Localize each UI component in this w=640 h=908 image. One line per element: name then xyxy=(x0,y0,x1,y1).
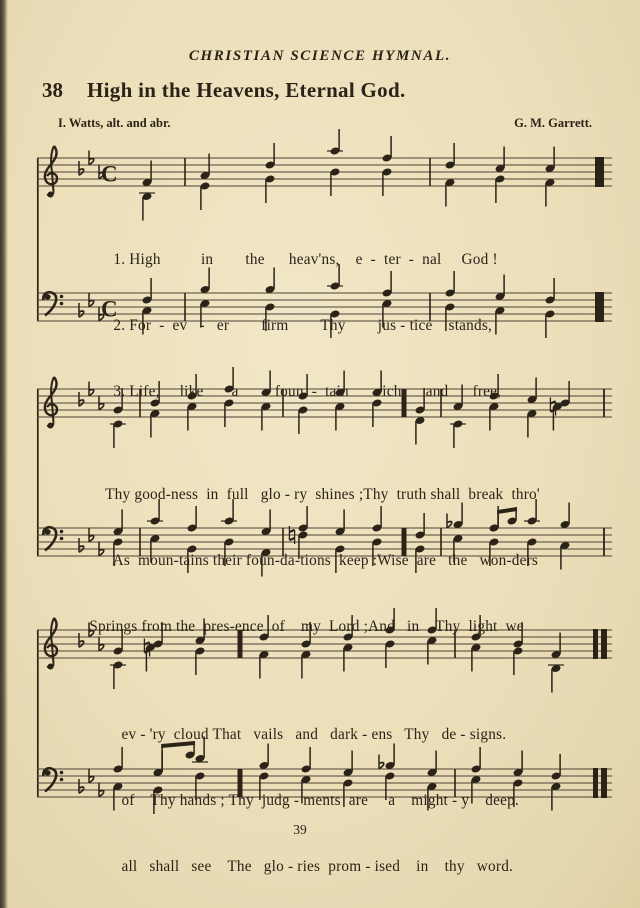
running-head: CHRISTIAN SCIENCE HYMNAL. xyxy=(188,48,452,64)
lyrics-line: 3. Life, like a foun - tain rich and free, xyxy=(45,383,502,400)
lyrics-line: 2. For - ev - er firm Thy jus - tice stands, xyxy=(45,317,493,334)
verse-block-system-1 xyxy=(45,205,501,447)
lyrics-line: of Thy hands ; Thy judg - ments are a might - y deep. xyxy=(45,792,519,809)
svg-text:C: C xyxy=(101,161,118,187)
lyrics-line: ev - 'ry cloud That vails and dark - ens Thy de - signs. xyxy=(45,726,507,743)
author-credit: I. Watts, alt. and abr. xyxy=(58,116,171,130)
lyrics-line: Springs from the pres-ence of my Lord ;And in Thy light we xyxy=(45,618,524,635)
svg-text:C: C xyxy=(101,296,118,322)
lyrics-line: 1. High in the heav'ns, e - ter - nal God ! xyxy=(45,251,498,268)
page-number: 39 xyxy=(293,822,307,837)
lyrics-line: Thy good-ness in full glo - ry shines ;Thy truth shall break thro' xyxy=(45,486,540,503)
lyrics-line: all shall see The glo - ries prom - ised in thy word. xyxy=(45,858,514,875)
verse-block-system-2 xyxy=(45,440,540,682)
hymn-number: 38 xyxy=(42,78,63,102)
lyrics-line: As moun-tains their foun-da-tions keep :Wise are the won-ders xyxy=(45,552,539,569)
hymn-title: High in the Heavens, Eternal God. xyxy=(87,78,406,102)
verse-block-system-3 xyxy=(45,680,519,908)
composer-credit: G. M. Garrett. xyxy=(514,116,592,130)
